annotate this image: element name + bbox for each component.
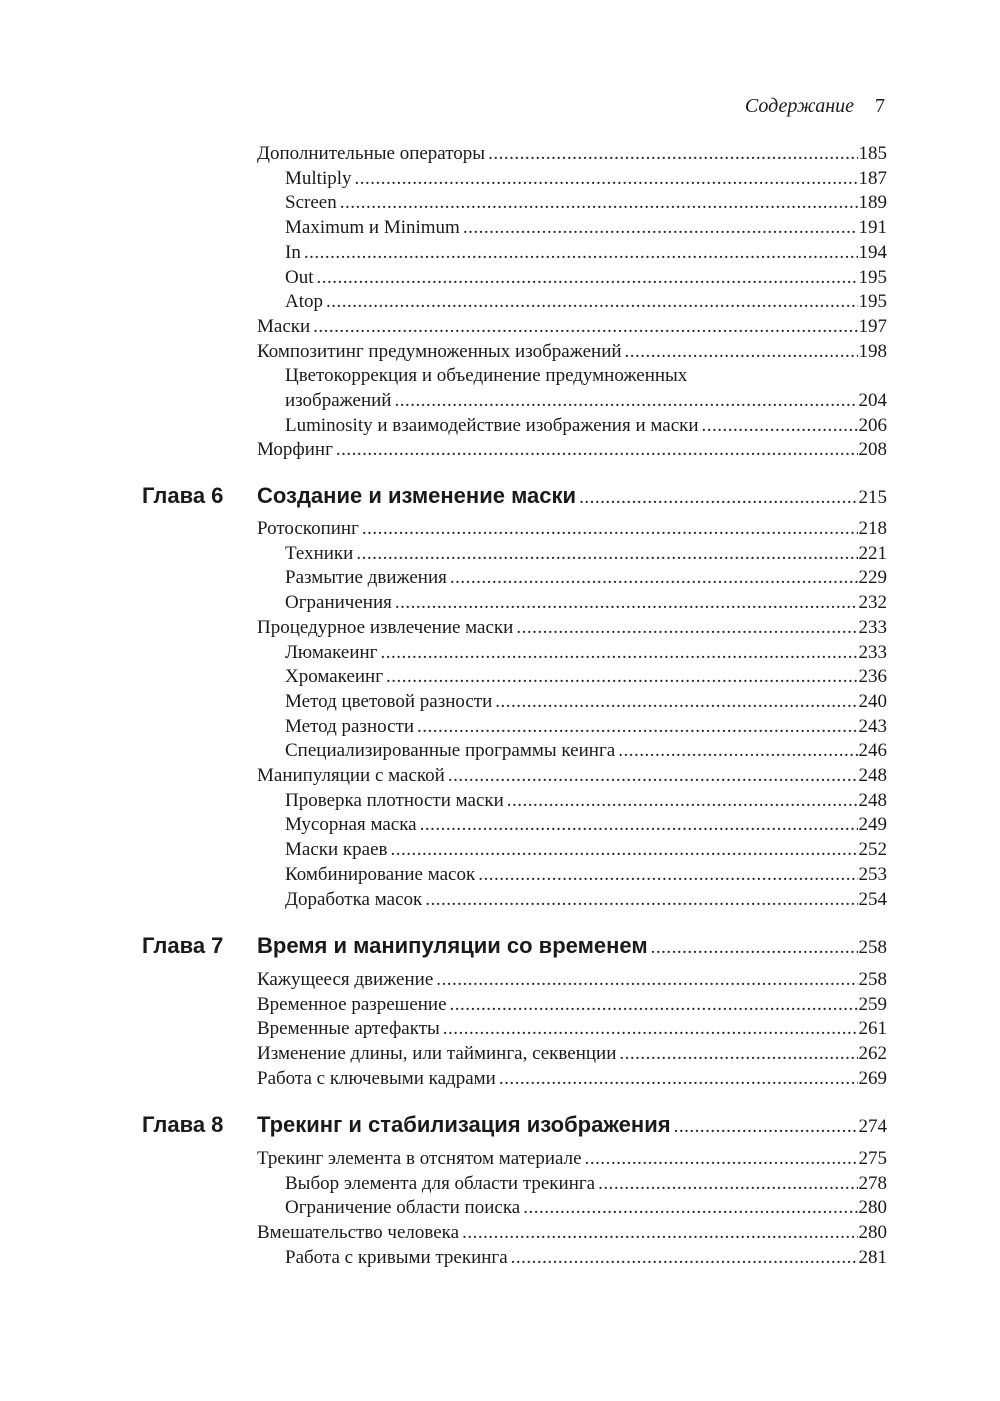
- toc-entry-title: Маски: [257, 315, 311, 337]
- toc-entry-title-line1[interactable]: Цветокоррекция и объединение предумноженных: [285, 365, 688, 387]
- dot-leader: [425, 887, 857, 912]
- toc-entry-page: 221: [858, 542, 887, 564]
- toc-entry-title: Проверка плотности маски: [285, 789, 504, 811]
- toc-entry-page: 240: [858, 690, 887, 712]
- toc-entry[interactable]: [257, 615, 887, 640]
- toc-entry-title: Морфинг: [257, 439, 333, 461]
- toc-entry[interactable]: [285, 689, 887, 714]
- toc-entry-title: Atop: [285, 291, 323, 313]
- dot-leader: [355, 166, 858, 191]
- toc-entry-page: 253: [858, 863, 887, 885]
- toc-entry[interactable]: [285, 837, 887, 862]
- toc-entry-title: Maximum и Minimum: [285, 217, 460, 239]
- toc-entry-page: 185: [858, 143, 887, 164]
- toc-entry[interactable]: [285, 190, 887, 215]
- toc-entry[interactable]: [285, 565, 887, 590]
- dot-leader: [463, 215, 858, 240]
- toc-entry-title: изображений: [285, 390, 392, 411]
- toc-entry-title: Изменение длины, или тайминга, секвенции: [257, 1043, 617, 1065]
- toc-entry[interactable]: [285, 166, 887, 191]
- toc-entry-title: Работа с кривыми трекинга: [285, 1246, 508, 1268]
- toc-entry-title: Кажущееся движение: [257, 969, 434, 990]
- toc-entry[interactable]: [257, 967, 887, 992]
- toc-entry-page: 261: [858, 1018, 887, 1040]
- dot-leader: [488, 141, 857, 166]
- toc-entry[interactable]: [285, 714, 887, 739]
- dot-leader: [313, 314, 857, 339]
- dot-leader: [443, 1016, 858, 1041]
- chapter-page: 258: [858, 937, 887, 958]
- dot-leader: [507, 788, 858, 813]
- toc-entry-title: Комбинирование масок: [285, 863, 476, 885]
- toc-entry-page: 191: [858, 217, 887, 239]
- chapter-label: Глава 8: [142, 1112, 224, 1137]
- dot-leader: [340, 190, 858, 215]
- dot-leader: [417, 714, 858, 739]
- toc-entry-page: 233: [858, 616, 887, 638]
- toc-entry-title: Вмешательство человека: [257, 1222, 460, 1244]
- toc-entry-page: 195: [858, 266, 887, 288]
- running-title: Содержание: [744, 95, 854, 117]
- toc-entry[interactable]: [285, 240, 887, 265]
- dot-leader: [436, 967, 857, 992]
- toc-entry[interactable]: [257, 1146, 887, 1171]
- toc-entry-page: 246: [858, 740, 887, 762]
- toc-entry[interactable]: [257, 141, 887, 166]
- dot-leader: [448, 763, 858, 788]
- toc-entry-page: 189: [858, 192, 887, 214]
- toc-entry-page: 187: [858, 167, 887, 189]
- toc-entry-title: Ограничение области поиска: [285, 1197, 521, 1219]
- toc-entry-title: Композитинг предумноженных изображений: [257, 340, 622, 362]
- toc-entry-title: Техники: [285, 542, 354, 564]
- dot-leader: [390, 837, 857, 862]
- toc-entry[interactable]: [257, 437, 887, 462]
- toc-entry-page: 233: [858, 641, 887, 663]
- toc-entry-page: 249: [858, 814, 887, 836]
- chapter-heading[interactable]: [257, 931, 887, 961]
- chapter-heading[interactable]: [257, 481, 887, 511]
- dot-leader: [674, 1112, 858, 1142]
- toc-entry-page: 195: [858, 291, 887, 313]
- dot-leader: [462, 1220, 857, 1245]
- toc-entry-title: Хромакеинг: [285, 666, 384, 688]
- toc-entry[interactable]: [285, 590, 887, 615]
- toc-entry-page: 280: [858, 1197, 887, 1219]
- toc-entry-page: 198: [858, 340, 887, 362]
- toc-entry-page: 218: [858, 518, 887, 539]
- chapter-page: 274: [858, 1116, 887, 1137]
- toc-entry-title: Люмакеинг: [285, 641, 378, 663]
- dot-leader: [516, 615, 857, 640]
- toc-entry[interactable]: [285, 289, 887, 314]
- toc-entry[interactable]: [285, 1245, 887, 1270]
- toc-entry-title: Размытие движения: [285, 567, 447, 589]
- dot-leader: [394, 388, 857, 413]
- dot-leader: [579, 483, 857, 513]
- toc-entry-title: Ротоскопинг: [257, 518, 359, 539]
- toc-entry-page: 208: [858, 439, 887, 461]
- toc-entry[interactable]: [257, 516, 887, 541]
- toc-entry[interactable]: [257, 314, 887, 339]
- toc-entry-title: Манипуляции с маской: [257, 765, 445, 786]
- toc-entry-page: 232: [858, 592, 887, 614]
- toc-entry[interactable]: [285, 812, 887, 837]
- toc-entry-page: 236: [858, 666, 887, 688]
- toc-entry-title: In: [285, 241, 301, 263]
- toc-entry-title: Multiply: [285, 167, 352, 189]
- dot-leader: [356, 541, 857, 566]
- toc-entry-title: Доработка масок: [285, 888, 423, 910]
- dot-leader: [380, 640, 857, 665]
- dot-leader: [598, 1171, 857, 1196]
- toc-entry-page: 258: [858, 969, 887, 990]
- dot-leader: [619, 1041, 857, 1066]
- dot-leader: [625, 339, 858, 364]
- dot-leader: [450, 992, 858, 1017]
- dot-leader: [395, 590, 858, 615]
- chapter-title: Трекинг и стабилизация изображения: [257, 1112, 671, 1137]
- dot-leader: [336, 437, 858, 462]
- dot-leader: [499, 1066, 858, 1091]
- toc-entry[interactable]: [285, 265, 887, 290]
- dot-leader: [326, 289, 858, 314]
- toc-entry-page: 206: [858, 414, 887, 436]
- toc-entry-page: 194: [858, 241, 887, 263]
- toc-entry-page: 197: [858, 315, 887, 337]
- toc-entry[interactable]: [285, 664, 887, 689]
- toc-entry-page: 278: [858, 1172, 887, 1194]
- dot-leader: [362, 516, 858, 541]
- toc-entry[interactable]: [285, 1171, 887, 1196]
- toc-entry-page: 262: [858, 1043, 887, 1065]
- toc-entry[interactable]: [257, 1016, 887, 1041]
- toc-entry-title: Метод разности: [285, 715, 414, 737]
- toc-entry-title: Специализированные программы кеинга: [285, 740, 616, 762]
- dot-leader: [511, 1245, 858, 1270]
- toc-entry-page: 204: [858, 390, 887, 411]
- toc-entry-page: 281: [858, 1246, 887, 1268]
- toc-entry-page: 252: [858, 839, 887, 861]
- toc-entry[interactable]: [285, 862, 887, 887]
- toc-entry-title: Временное разрешение: [257, 993, 447, 1015]
- toc-entry[interactable]: [285, 215, 887, 240]
- dot-leader: [304, 240, 858, 265]
- toc-entry-page: 275: [858, 1148, 887, 1169]
- toc-entry-title: Трекинг элемента в отснятом материале: [257, 1148, 582, 1169]
- toc-entry[interactable]: [285, 640, 887, 665]
- toc-entry[interactable]: [285, 413, 887, 438]
- page-header: [745, 93, 885, 119]
- toc-entry-page: 248: [858, 765, 887, 786]
- toc-entry-page: 254: [858, 888, 887, 910]
- dot-leader: [618, 738, 857, 763]
- toc-entry-title: Маски краев: [285, 839, 388, 861]
- toc-entry[interactable]: [285, 541, 887, 566]
- toc-entry-page: 280: [858, 1222, 887, 1244]
- toc-entry[interactable]: [257, 1220, 887, 1245]
- page-number: 7: [875, 95, 885, 117]
- toc-entry[interactable]: [257, 992, 887, 1017]
- dot-leader: [420, 812, 858, 837]
- toc-entry-title: Временные артефакты: [257, 1018, 440, 1040]
- toc-entry-title: Работа с ключевыми кадрами: [257, 1067, 496, 1089]
- toc-entry[interactable]: [285, 788, 887, 813]
- toc-entry[interactable]: [257, 339, 887, 364]
- dot-leader: [651, 933, 858, 963]
- toc-entry-page: 259: [858, 993, 887, 1015]
- dot-leader: [317, 265, 858, 290]
- dot-leader: [585, 1146, 858, 1171]
- chapter-label: Глава 7: [142, 933, 224, 958]
- toc-entry[interactable]: [285, 738, 887, 763]
- toc-entry-page: 243: [858, 715, 887, 737]
- dot-leader: [386, 664, 857, 689]
- dot-leader: [702, 413, 858, 438]
- toc-entry-title: Процедурное извлечение маски: [257, 616, 514, 638]
- dot-leader: [523, 1195, 857, 1220]
- toc-entry-title: Выбор элемента для области трекинга: [285, 1172, 596, 1194]
- toc-entry-title: Метод цветовой разности: [285, 690, 493, 712]
- toc-entry[interactable]: [257, 1066, 887, 1091]
- toc-entry[interactable]: [257, 1041, 887, 1066]
- dot-leader: [478, 862, 857, 887]
- chapter-label: Глава 6: [142, 483, 224, 508]
- toc-entry-page: 269: [858, 1067, 887, 1089]
- toc-entry[interactable]: [285, 388, 887, 413]
- toc-entry-title: Ограничения: [285, 592, 392, 614]
- toc-entry[interactable]: [285, 887, 887, 912]
- toc-entry-title: Luminosity и взаимодействие изображения и маски: [285, 414, 699, 436]
- toc-entry-title: Мусорная маска: [285, 814, 417, 836]
- toc-entry-page: 248: [858, 789, 887, 811]
- chapter-heading[interactable]: [257, 1110, 887, 1140]
- toc-entry-title: Screen: [285, 192, 337, 214]
- toc-entry-title: Дополнительные операторы: [257, 143, 486, 164]
- toc-entry-page: 229: [858, 567, 887, 589]
- dot-leader: [495, 689, 857, 714]
- toc-entry[interactable]: [285, 1195, 887, 1220]
- chapter-page: 215: [858, 487, 887, 508]
- chapter-title: Создание и изменение маски: [257, 483, 577, 508]
- chapter-title: Время и манипуляции со временем: [257, 933, 648, 958]
- toc-entry-title: Out: [285, 266, 314, 288]
- toc-entry[interactable]: [257, 763, 887, 788]
- dot-leader: [450, 565, 858, 590]
